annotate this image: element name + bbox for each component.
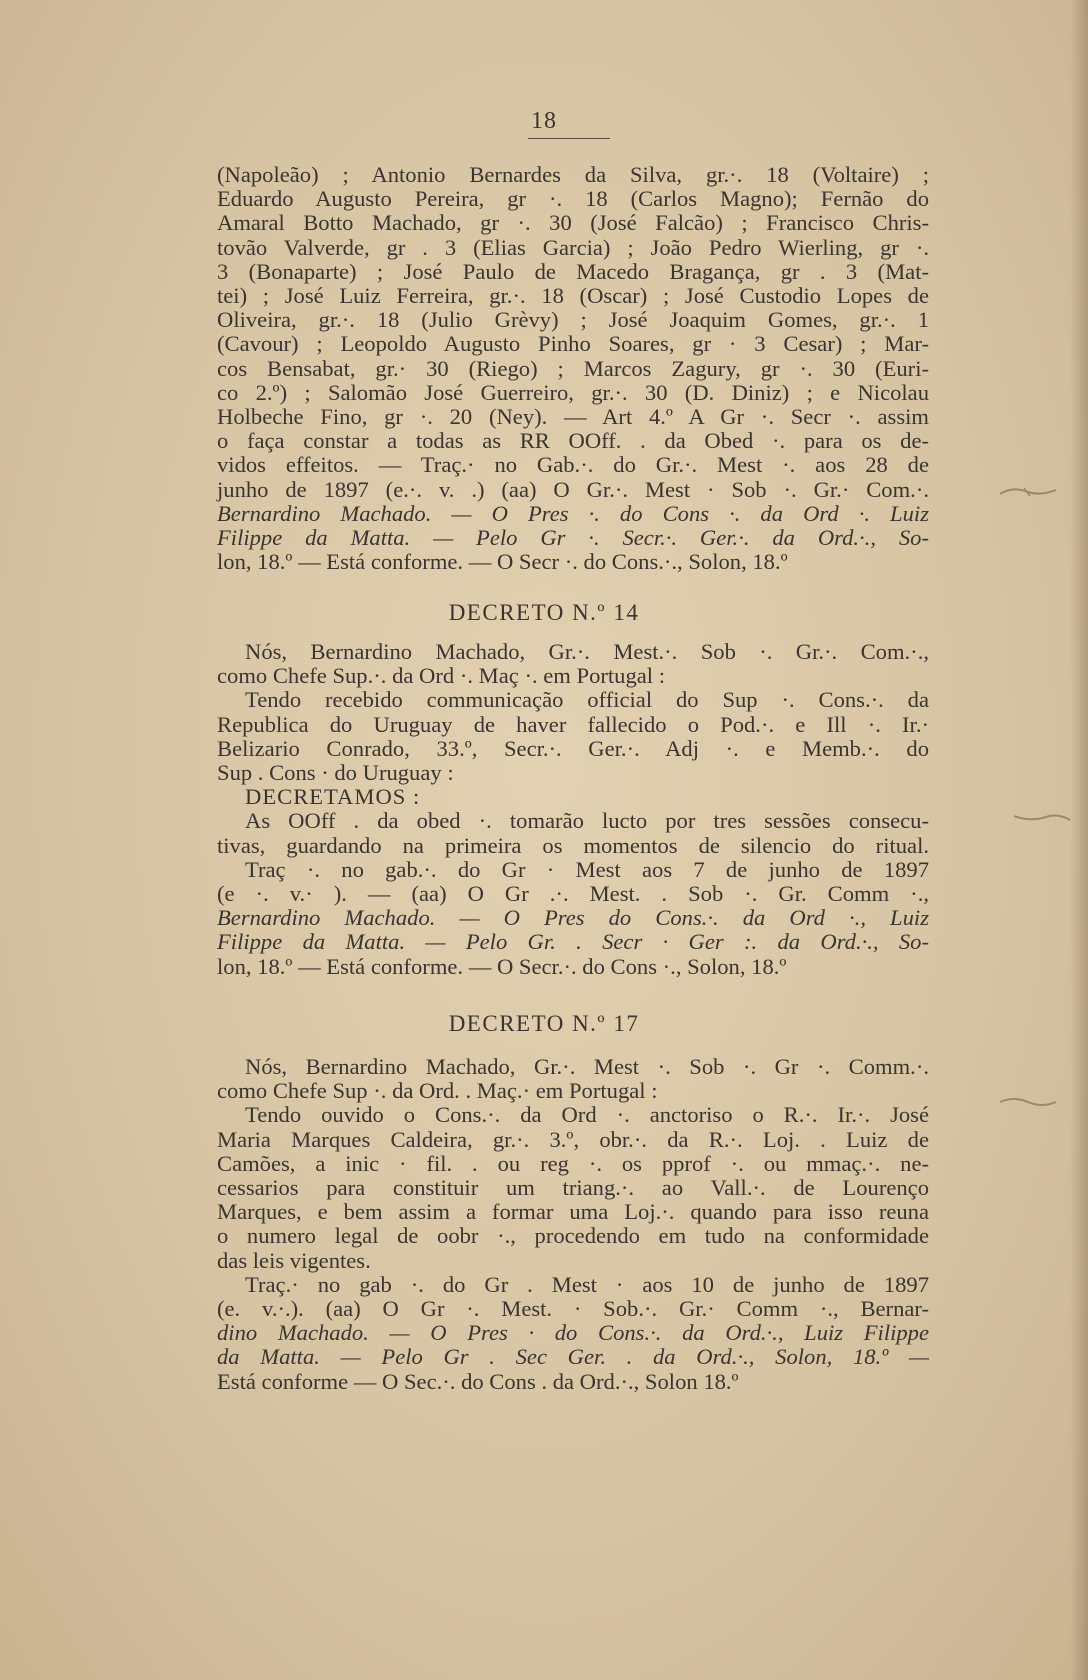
text-line: 3 (Bonaparte) ; José Paulo de Macedo Bragança, gr . 3 (Mat- (217, 258, 929, 284)
text-line: Maria Marques Caldeira, gr.·. 3.º, obr.·. da R.·. Loj. . Luiz de (217, 1126, 929, 1152)
text-line: Traç ·. no gab.·. do Gr · Mest aos 7 de junho de 1897 (245, 856, 929, 882)
text-line: Bernardino Machado. — O Pres ·. do Cons ·. da Ord ·. Luiz (217, 500, 929, 526)
decree-14-body (217, 640, 929, 979)
text-line: o faça constar a todas as RR OOff. . da Obed ·. para os de- (217, 428, 929, 454)
text-line: Belizario Conrado, 33.º, Secr.·. Ger.·. Adj ·. e Memb.·. do (217, 735, 929, 761)
text-line: tovão Valverde, gr . 3 (Elias Garcia) ; João Pedro Wierling, gr ·. (217, 234, 929, 260)
decree-17-body (217, 1055, 929, 1394)
text-line: como Chefe Sup.·. da Ord ·. Maç ·. em Portugal : (217, 663, 666, 689)
text-line: o numero legal de oobr ·., procedendo em tudo na conformidade (217, 1223, 929, 1249)
text-line: lon, 18.º — Está conforme. — O Secr.·. do Cons ·., Solon, 18.º (217, 953, 787, 979)
text-line: Oliveira, gr.·. 18 (Julio Grèvy) ; José Joaquim Gomes, gr.·. 1 (217, 307, 929, 333)
continuation-paragraph (217, 163, 929, 574)
text-line: (e ·. v.· ). — (aa) O Gr .·. Mest. . Sob ·. Gr. Comm ·., (217, 881, 929, 907)
text-line: Bernardino Machado. — O Pres do Cons.·. da Ord ·., Luiz (217, 905, 929, 931)
text-line: (Napoleão) ; Antonio Bernardes da Silva, gr.·. 18 (Voltaire) ; (217, 162, 929, 187)
decree-14-heading: DECRETO N.º 14 (448, 600, 640, 625)
page-number: 18 (531, 108, 557, 134)
text-line: Tendo recebido communicação official do Sup ·. Cons.·. da (245, 687, 929, 713)
text-line: Nós, Bernardino Machado, Gr.·. Mest ·. Sob ·. Gr ·. Comm.·. (245, 1054, 929, 1079)
text-line: Filippe da Matta. — Pelo Gr. . Secr · Ger :. da Ord.·., So- (217, 929, 929, 955)
text-line: Republica do Uruguay de haver fallecido o Pod.·. e Ill ·. Ir.· (217, 711, 929, 737)
text-line: dino Machado. — O Pres · do Cons.·. da Ord.·., Luiz Filippe (217, 1320, 929, 1346)
text-line: cessarios para constituir um triang.·. ao Vall.·. de Lourenço (217, 1175, 929, 1201)
page-number-rule (528, 138, 610, 139)
text-line: Filippe da Matta. — Pelo Gr ·. Secr.·. Ger.·. da Ord.·., So- (217, 525, 929, 551)
text-line: Holbeche Fino, gr ·. 20 (Ney). — Art 4.º A Gr ·. Secr ·. assim (217, 404, 929, 430)
text-line: Está conforme — O Sec.·. do Cons . da Ord.·., Solon 18.º (217, 1368, 739, 1394)
text-line: Eduardo Augusto Pereira, gr ·. 18 (Carlos Magno); Fernão do (217, 186, 929, 212)
binding-mark-icon (998, 482, 1058, 502)
text-line: Nós, Bernardino Machado, Gr.·. Mest.·. Sob ·. Gr.·. Com.·., (245, 639, 929, 664)
text-line: co 2.º) ; Salomão José Guerreiro, gr.·. 30 (D. Diniz) ; e Nicolau (217, 379, 929, 405)
text-line: lon, 18.º — Está conforme. — O Secr ·. do Cons.·., Solon, 18.º (217, 549, 788, 575)
text-line: Tendo ouvido o Cons.·. da Ord ·. anctoriso o R.·. Ir.·. José (245, 1102, 929, 1128)
decree-17-heading: DECRETO N.º 17 (448, 1011, 640, 1036)
text-line: Amaral Botto Machado, gr ·. 30 (José Falcão) ; Francisco Chris- (217, 210, 929, 236)
text-line: cos Bensabat, gr.· 30 (Riego) ; Marcos Zagury, gr ·. 30 (Euri- (217, 355, 929, 381)
text-line: tivas, guardando na primeira os momentos de silencio do ritual. (217, 832, 929, 858)
binding-mark-icon (998, 1092, 1058, 1112)
text-line: da Matta. — Pelo Gr . Sec Ger. . da Ord.·., Solon, 18.º — (217, 1344, 929, 1370)
text-line: vidos effeitos. — Traç.· no Gab.·. do Gr.·. Mest ·. aos 28 de (217, 452, 929, 478)
page-edge-shadow (1070, 0, 1088, 1680)
text-line: Camões, a inic · fil. . ou reg ·. os pprof ·. ou mmaç.·. ne- (217, 1150, 929, 1176)
text-line: Marques, e bem assim a formar uma Loj.·. quando para isso reuna (217, 1199, 929, 1225)
text-line: (Cavour) ; Leopoldo Augusto Pinho Soares, gr · 3 Cesar) ; Mar- (217, 331, 929, 357)
binding-mark-icon (1012, 808, 1072, 828)
text-line: As OOff . da obed ·. tomarão lucto por tres sessões consecu- (245, 808, 929, 834)
text-line: Sup . Cons · do Uruguay : (217, 760, 454, 786)
text-line: tei) ; José Luiz Ferreira, gr.·. 18 (Oscar) ; José Custodio Lopes de (217, 283, 929, 309)
text-line: Traç.· no gab ·. do Gr . Mest · aos 10 de junho de 1897 (245, 1271, 929, 1297)
text-line: (e. v.·.). (aa) O Gr ·. Mest. · Sob.·. Gr.· Comm ·., Bernar- (217, 1296, 929, 1322)
text-line: das leis vigentes. (217, 1247, 371, 1273)
decretamos-label: DECRETAMOS : (245, 784, 421, 810)
text-line: como Chefe Sup ·. da Ord. . Maç.· em Portugal : (217, 1078, 658, 1104)
text-line: junho de 1897 (e.·. v. .) (aa) O Gr.·. Mest · Sob ·. Gr.· Com.·. (217, 476, 929, 502)
